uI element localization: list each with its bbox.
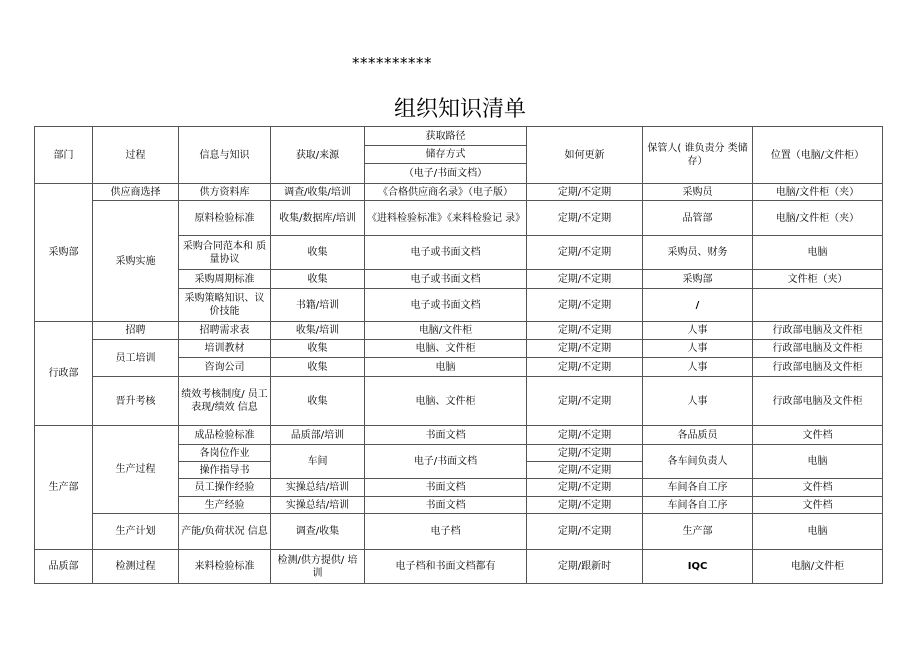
table-row bbox=[35, 550, 883, 584]
update-cell: 定期/不定期 bbox=[527, 289, 643, 322]
table-row bbox=[35, 201, 883, 236]
keeper-cell: 人事 bbox=[643, 322, 753, 340]
info-cell: 供方资料库 bbox=[179, 184, 271, 201]
location-cell: 文件档 bbox=[753, 426, 883, 445]
source-cell: 调查/收集 bbox=[271, 514, 365, 550]
table-row bbox=[35, 322, 883, 340]
keeper-cell: 人事 bbox=[643, 340, 753, 358]
keeper-cell: 生产部 bbox=[643, 514, 753, 550]
info-cell: 生产经验 bbox=[179, 497, 271, 514]
source-cell: 调查/收集/培训 bbox=[271, 184, 365, 201]
location-cell: 文件档 bbox=[753, 497, 883, 514]
update-cell: 定期/不定期 bbox=[527, 201, 643, 236]
header-info: 信息与知识 bbox=[179, 127, 271, 184]
storage-cell: 电脑、文件柜 bbox=[365, 340, 527, 358]
update-cell: 定期/不定期 bbox=[527, 322, 643, 340]
process-cell: 检测过程 bbox=[93, 550, 179, 584]
location-cell: 电脑/文件柜（夹） bbox=[753, 201, 883, 236]
process-cell: 生产计划 bbox=[93, 514, 179, 550]
table-row bbox=[35, 426, 883, 445]
storage-cell: 书面文档 bbox=[365, 497, 527, 514]
info-cell: 员工操作经验 bbox=[179, 479, 271, 497]
process-cell: 采购实施 bbox=[93, 201, 179, 322]
info-cell: 采购策略知识、议价技能 bbox=[179, 289, 271, 322]
table-row bbox=[35, 184, 883, 201]
storage-cell: 书面文档 bbox=[365, 426, 527, 445]
location-cell: 行政部电脑及文件柜 bbox=[753, 322, 883, 340]
header-storage-sub: （电子/书面文档） bbox=[365, 164, 527, 184]
keeper-cell: 采购员 bbox=[643, 184, 753, 201]
location-cell: 电脑 bbox=[753, 236, 883, 270]
update-cell: 定期/不定期 bbox=[527, 426, 643, 445]
location-cell: 电脑 bbox=[753, 514, 883, 550]
keeper-cell: 车间各自工序 bbox=[643, 497, 753, 514]
keeper-cell: 各品质员 bbox=[643, 426, 753, 445]
source-cell: 收集 bbox=[271, 270, 365, 289]
keeper-cell: 采购部 bbox=[643, 270, 753, 289]
update-cell: 定期/不定期 bbox=[527, 514, 643, 550]
keeper-cell: 采购员、财务 bbox=[643, 236, 753, 270]
storage-cell: 电脑、文件柜 bbox=[365, 377, 527, 426]
info-cell: 咨询公司 bbox=[179, 358, 271, 377]
info-cell: 来料检验标准 bbox=[179, 550, 271, 584]
update-cell: 定期/不定期 bbox=[527, 358, 643, 377]
info-cell: 操作指导书 bbox=[179, 462, 271, 479]
header-keeper: 保管人( 谁负责分 类储存） bbox=[643, 127, 753, 184]
location-cell: 电脑/文件柜（夹） bbox=[753, 184, 883, 201]
storage-cell: 电脑 bbox=[365, 358, 527, 377]
dept-cell: 采购部 bbox=[35, 184, 93, 322]
info-cell: 原料检验标准 bbox=[179, 201, 271, 236]
dept-cell: 生产部 bbox=[35, 426, 93, 550]
document-title: 组织知识清单 bbox=[393, 97, 526, 122]
dept-cell: 行政部 bbox=[35, 322, 93, 426]
process-cell: 员工培训 bbox=[93, 340, 179, 377]
source-cell: 品质部/培训 bbox=[271, 426, 365, 445]
table-row bbox=[35, 514, 883, 550]
process-cell: 晋升考核 bbox=[93, 377, 179, 426]
keeper-cell: 人事 bbox=[643, 377, 753, 426]
storage-cell: 电脑/文件柜 bbox=[365, 322, 527, 340]
update-cell: 定期/不定期 bbox=[527, 184, 643, 201]
keeper-cell: IQC bbox=[643, 550, 753, 584]
process-cell: 生产过程 bbox=[93, 426, 179, 514]
update-cell: 定期/不定期 bbox=[527, 340, 643, 358]
update-cell: 定期/不定期 bbox=[527, 377, 643, 426]
update-cell: 定期/不定期 bbox=[527, 270, 643, 289]
update-cell: 定期/不定期 bbox=[527, 497, 643, 514]
keeper-cell: 品管部 bbox=[643, 201, 753, 236]
location-cell bbox=[753, 289, 883, 322]
storage-cell: 书面文档 bbox=[365, 479, 527, 497]
storage-cell: 电子或书面文档 bbox=[365, 289, 527, 322]
info-cell: 成品检验标准 bbox=[179, 426, 271, 445]
source-cell: 收集 bbox=[271, 236, 365, 270]
storage-cell: 《合格供应商名录》（电子版） bbox=[365, 184, 527, 201]
update-cell: 定期/不定期 bbox=[527, 462, 643, 479]
storage-cell: 电子/书面文档 bbox=[365, 445, 527, 479]
update-cell: 定期/不定期 bbox=[527, 479, 643, 497]
update-cell: 定期/跟新时 bbox=[527, 550, 643, 584]
location-cell: 行政部电脑及文件柜 bbox=[753, 377, 883, 426]
source-cell: 收集 bbox=[271, 340, 365, 358]
location-cell: 行政部电脑及文件柜 bbox=[753, 340, 883, 358]
info-cell: 招聘需求表 bbox=[179, 322, 271, 340]
keeper-cell: 各车间负责人 bbox=[643, 445, 753, 479]
dept-cell: 品质部 bbox=[35, 550, 93, 584]
knowledge-table bbox=[34, 126, 883, 584]
keeper-cell: / bbox=[643, 289, 753, 322]
keeper-cell: 人事 bbox=[643, 358, 753, 377]
update-cell: 定期/不定期 bbox=[527, 236, 643, 270]
source-cell: 收集/数据库/培训 bbox=[271, 201, 365, 236]
header-location: 位置（电脑/文件柜） bbox=[753, 127, 883, 184]
source-cell: 收集 bbox=[271, 377, 365, 426]
source-cell: 实操总结/培训 bbox=[271, 479, 365, 497]
header-row bbox=[35, 127, 883, 146]
process-cell: 供应商选择 bbox=[93, 184, 179, 201]
source-cell: 收集/培训 bbox=[271, 322, 365, 340]
update-cell: 定期/不定期 bbox=[527, 445, 643, 462]
info-cell: 绩效考核制度/ 员工表现/绩效 信息 bbox=[179, 377, 271, 426]
info-cell: 采购合同范本和 质量协议 bbox=[179, 236, 271, 270]
header-asterisks: ********** bbox=[352, 54, 432, 72]
source-cell: 书籍/培训 bbox=[271, 289, 365, 322]
storage-cell: 电子或书面文档 bbox=[365, 236, 527, 270]
location-cell: 电脑/文件柜 bbox=[753, 550, 883, 584]
keeper-cell: 车间各自工序 bbox=[643, 479, 753, 497]
location-cell: 文件档 bbox=[753, 479, 883, 497]
storage-cell: 《进料检验标准》《来料检验记 录》 bbox=[365, 201, 527, 236]
source-cell: 收集 bbox=[271, 358, 365, 377]
header-storage: 储存方式 bbox=[365, 146, 527, 164]
info-cell: 各岗位作业 bbox=[179, 445, 271, 462]
process-cell: 招聘 bbox=[93, 322, 179, 340]
source-cell: 车间 bbox=[271, 445, 365, 479]
storage-cell: 电子档和书面文档都有 bbox=[365, 550, 527, 584]
source-cell: 实操总结/培训 bbox=[271, 497, 365, 514]
info-cell: 培训教材 bbox=[179, 340, 271, 358]
source-cell: 检测/供方提供/ 培训 bbox=[271, 550, 365, 584]
storage-cell: 电子档 bbox=[365, 514, 527, 550]
storage-cell: 电子或书面文档 bbox=[365, 270, 527, 289]
location-cell: 文件柜（夹） bbox=[753, 270, 883, 289]
header-source: 获取/来源 bbox=[271, 127, 365, 184]
info-cell: 产能/负荷状况 信息 bbox=[179, 514, 271, 550]
location-cell: 行政部电脑及文件柜 bbox=[753, 358, 883, 377]
header-dept: 部门 bbox=[35, 127, 93, 184]
header-path: 获取路径 bbox=[365, 127, 527, 146]
location-cell: 电脑 bbox=[753, 445, 883, 479]
header-process: 过程 bbox=[93, 127, 179, 184]
table-row bbox=[35, 340, 883, 358]
table-row bbox=[35, 377, 883, 426]
info-cell: 采购周期标准 bbox=[179, 270, 271, 289]
header-update: 如何更新 bbox=[527, 127, 643, 184]
